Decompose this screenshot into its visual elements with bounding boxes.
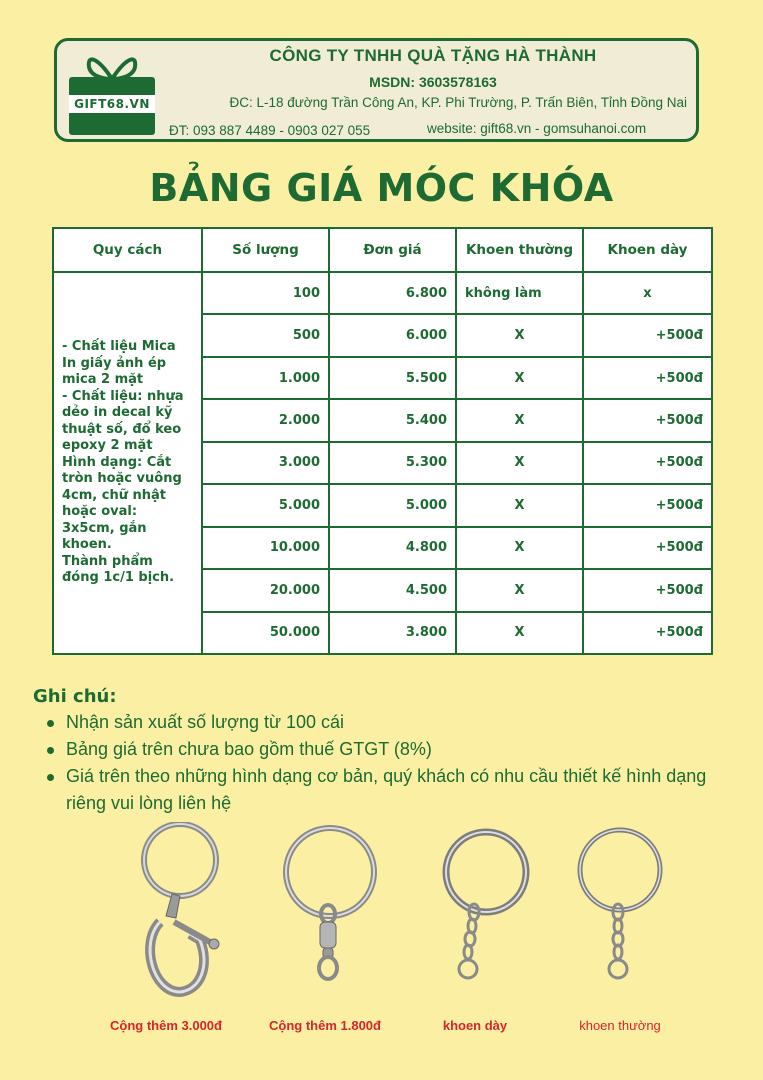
normal-ring-cell: không làm — [456, 272, 583, 314]
company-address: ĐC: L-18 đường Trần Công An, KP. Phi Trường, P. Trấn Biên, Tỉnh Đồng Nai — [229, 95, 687, 110]
normal-ring-keyring-icon — [574, 822, 674, 992]
swivel-keyring-icon — [280, 822, 380, 992]
price-cell: 4.800 — [329, 527, 456, 569]
col-header-price: Đơn giá — [329, 228, 456, 272]
normal-ring-cell: X — [456, 612, 583, 655]
price-cell: 5.300 — [329, 442, 456, 484]
note-text: Bảng giá trên chưa bao gồm thuế GTGT (8%) — [66, 739, 432, 759]
thick-ring-cell: +500đ — [583, 569, 712, 611]
thick-ring-cell: +500đ — [583, 484, 712, 526]
qty-cell: 50.000 — [202, 612, 329, 655]
table-row — [53, 272, 712, 314]
bullet-icon — [47, 774, 54, 781]
caption-swivel: Cộng thêm 1.800đ — [269, 1018, 381, 1033]
caption-lobster: Cộng thêm 3.000đ — [110, 1018, 222, 1033]
company-header — [54, 38, 699, 142]
table-header-row — [53, 228, 712, 272]
qty-cell: 3.000 — [202, 442, 329, 484]
thick-ring-keyring-icon — [436, 822, 536, 992]
note-item — [40, 736, 720, 763]
spec-cell: - Chất liệu Mica In giấy ảnh ép mica 2 mặt - Chất liệu: nhựa dẻo in decal kỹ thuật số, đổ keo epoxy 2 mặt Hình dạng: Cắt tròn hoặc vuông 4cm, chữ nhật hoặc oval: 3x5cm, gắn khoen. Thành phẩm đóng 1c/1 bịch. — [53, 272, 202, 654]
price-cell: 3.800 — [329, 612, 456, 655]
col-header-qty: Số lượng — [202, 228, 329, 272]
normal-ring-cell: X — [456, 399, 583, 441]
qty-cell: 10.000 — [202, 527, 329, 569]
thick-ring-cell: +500đ — [583, 612, 712, 655]
qty-cell: 500 — [202, 314, 329, 356]
col-header-spec: Quy cách — [53, 228, 202, 272]
qty-cell: 5.000 — [202, 484, 329, 526]
company-name: CÔNG TY TNHH QUÀ TẶNG HÀ THÀNH — [269, 46, 597, 65]
normal-ring-cell: X — [456, 442, 583, 484]
note-item — [40, 709, 720, 736]
company-phone: ĐT: 093 887 4489 - 0903 027 055 — [169, 123, 371, 138]
qty-cell: 1.000 — [202, 357, 329, 399]
normal-ring-cell: X — [456, 484, 583, 526]
gift-logo — [69, 49, 155, 135]
price-cell: 5.000 — [329, 484, 456, 526]
lobster-clasp-keyring-icon — [130, 822, 240, 1012]
price-cell: 5.400 — [329, 399, 456, 441]
thick-ring-cell: +500đ — [583, 527, 712, 569]
tax-code: MSDN: 3603578163 — [369, 74, 497, 90]
qty-cell: 100 — [202, 272, 329, 314]
normal-ring-cell: X — [456, 314, 583, 356]
note-item — [40, 763, 720, 817]
thick-ring-cell: +500đ — [583, 399, 712, 441]
caption-normal-ring: khoen thường — [579, 1018, 661, 1033]
price-cell: 4.500 — [329, 569, 456, 611]
price-table — [52, 227, 713, 655]
normal-ring-cell: X — [456, 527, 583, 569]
qty-cell: 20.000 — [202, 569, 329, 611]
qty-cell: 2.000 — [202, 399, 329, 441]
normal-ring-cell: X — [456, 569, 583, 611]
caption-thick-ring: khoen dày — [442, 1018, 508, 1033]
note-text: Nhận sản xuất số lượng từ 100 cái — [66, 712, 345, 732]
bullet-icon — [47, 720, 54, 727]
page-title: BẢNG GIÁ MÓC KHÓA — [149, 166, 614, 210]
logo-text: GIFT68.VN — [69, 95, 155, 113]
col-header-thick-ring: Khoen dày — [583, 228, 712, 272]
price-cell: 5.500 — [329, 357, 456, 399]
thick-ring-cell: +500đ — [583, 442, 712, 484]
normal-ring-cell: X — [456, 357, 583, 399]
thick-ring-cell: +500đ — [583, 357, 712, 399]
company-website: website: gift68.vn - gomsuhanoi.com — [427, 121, 647, 136]
price-cell: 6.800 — [329, 272, 456, 314]
note-text: Giá trên theo những hình dạng cơ bản, quý khách có nhu cầu thiết kế hình dạng riêng vui lòng liên hệ — [66, 766, 707, 813]
thick-ring-cell: +500đ — [583, 314, 712, 356]
thick-ring-cell: x — [583, 272, 712, 314]
col-header-normal-ring: Khoen thường — [456, 228, 583, 272]
notes-title: Ghi chú: — [33, 686, 117, 707]
notes-list — [40, 709, 720, 817]
bullet-icon — [47, 747, 54, 754]
price-cell: 6.000 — [329, 314, 456, 356]
